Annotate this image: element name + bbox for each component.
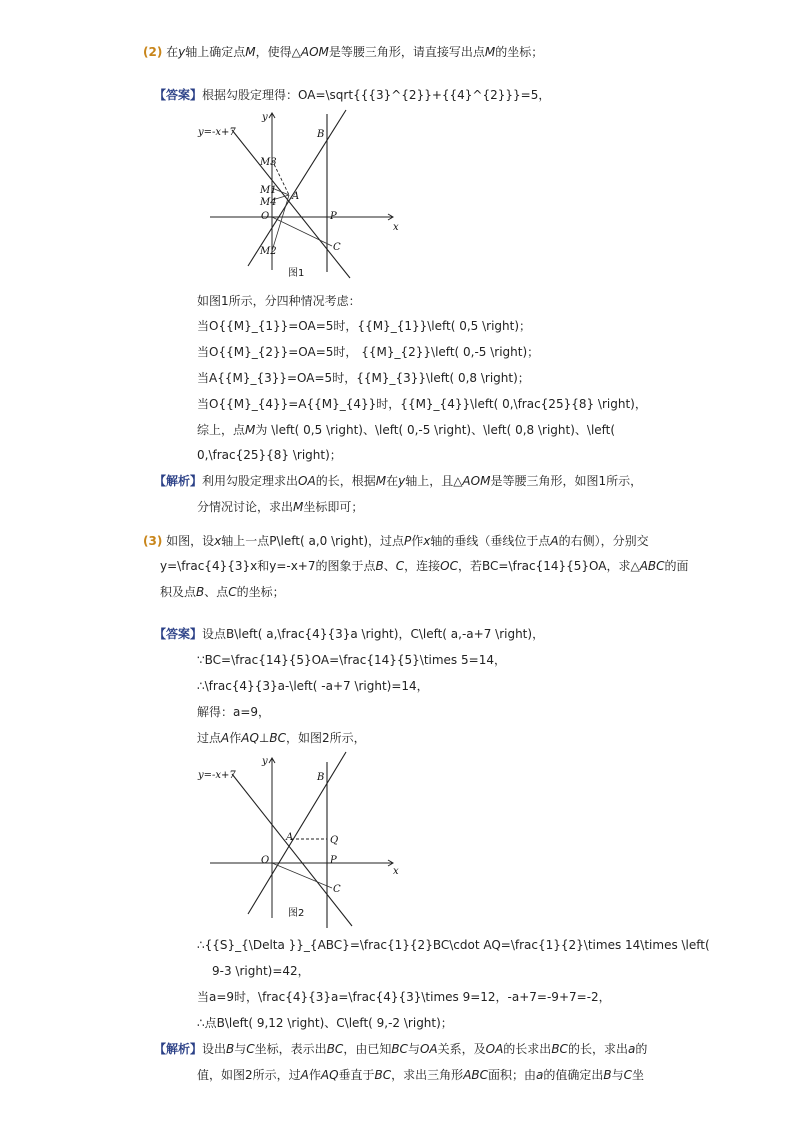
q2-number: (2) xyxy=(143,45,163,59)
q3-area-1: ∴{{S}_{\Delta }}_{ABC}=\frac{1}{2}BC\cdot AQ=\frac{1}{2}\times 14\times \left( xyxy=(197,938,710,952)
fig1-point-m4: M4 xyxy=(260,197,277,208)
q2-line-3: 当A{{M}_{3}}=OA=5时，{{M}_{3}}\left( 0,8 \right)； xyxy=(197,371,530,385)
q2-line-2: 当O{{M}_{2}}=OA=5时， {{M}_{2}}\left( 0,-5 \right)； xyxy=(197,345,540,359)
fig2-line-label: y=-x+7 xyxy=(198,770,236,781)
fig1-point-c: C xyxy=(333,242,341,253)
q2-line-0: 如图1所示，分四种情况考虑： xyxy=(197,294,361,308)
q3-analysis-2: 值，如图2所示，过A作AQ垂直于BC，求出三角形ABC面积；由a的值确定出B与C坐 xyxy=(197,1068,645,1082)
fig1-point-p: P xyxy=(330,211,337,222)
fig2-caption: 图2 xyxy=(288,908,305,919)
fig1-point-m2: M2 xyxy=(260,246,277,257)
q3-answer-1: ∵BC=\frac{14}{5}OA=\frac{14}{5}\times 5=14， xyxy=(197,653,506,667)
q3-answer-0: 【答案】设点B\left( a,\frac{4}{3}a \right)，C\left( a,-a+7 \right)， xyxy=(154,627,545,641)
q3-answer-2: ∴\frac{4}{3}a-\left( -a+7 \right)=14， xyxy=(197,679,429,693)
fig2-point-c: C xyxy=(333,884,341,895)
fig1-caption: 图1 xyxy=(288,268,305,279)
q2-summary-2: 0,\frac{25}{8} \right)； xyxy=(197,448,342,462)
fig2-x-label: x xyxy=(393,866,399,877)
q2-analysis-1: 【解析】利用勾股定理求出OA的长，根据M在y轴上，且△AOM是等腰三角形，如图1所示， xyxy=(154,474,643,488)
analysis-tag: 【解析】 xyxy=(154,1042,203,1056)
q3-value-line: 当a=9时，\frac{4}{3}a=\frac{4}{3}\times 9=12，-a+7=-9+7=-2， xyxy=(197,990,611,1004)
q2-line-4: 当O{{M}_{4}}=A{{M}_{4}}时，{{M}_{4}}\left( 0,\frac{25}{8} \right)， xyxy=(197,397,647,411)
answer-tag: 【答案】 xyxy=(154,88,203,102)
fig1-point-o: O xyxy=(261,211,270,222)
fig1-point-a: A xyxy=(292,191,300,202)
q3-coord-line: ∴点B\left( 9,12 \right)、C\left( 9,-2 \right)； xyxy=(197,1016,453,1030)
q3-area-2: 9-3 \right)=42， xyxy=(212,964,310,978)
q3-prompt-3: 积及点B、点C的坐标； xyxy=(160,585,285,599)
q3-number: (3) xyxy=(143,534,163,548)
figure-2 xyxy=(196,750,406,934)
q3-answer-3: 解得：a=9， xyxy=(197,705,271,719)
fig2-point-o: O xyxy=(261,855,270,866)
fig2-point-a: A xyxy=(286,832,294,843)
line-y-neg-x-7 xyxy=(232,774,352,926)
q2-prompt: (2) 在y轴上确定点M，使得△AOM是等腰三角形，请直接写出点M的坐标； xyxy=(143,45,544,59)
fig1-point-m3: M3 xyxy=(260,157,277,168)
figure-1 xyxy=(196,106,406,290)
fig1-x-label: x xyxy=(393,222,399,233)
fig1-line-label: y=-x+7 xyxy=(198,127,236,138)
fig1-point-m1: M1 xyxy=(260,185,277,196)
q3-prompt-2: y=\frac{4}{3}x和y=-x+7的图象于点B、C，连接OC，若BC=\frac{14}{5}OA，求△ABC的面 xyxy=(160,559,689,573)
answer-tag: 【答案】 xyxy=(154,627,203,641)
q3-aq-line: 过点A作AQ⊥BC，如图2所示， xyxy=(197,731,366,745)
q2-answer: 【答案】根据勾股定理得：OA=\sqrt{{{3}^{2}}+{{4}^{2}}}=5， xyxy=(154,88,551,102)
q2-summary-1: 综上，点M为 \left( 0,5 \right)、\left( 0,-5 \right)、\left( 0,8 \right)、\left( xyxy=(197,423,616,437)
fig2-point-p: P xyxy=(330,855,337,866)
fig2-point-q: Q xyxy=(330,835,339,846)
fig1-point-b: B xyxy=(317,129,325,140)
q2-analysis-2: 分情况讨论，求出M坐标即可； xyxy=(197,500,364,514)
line-y-neg-x-7 xyxy=(232,130,350,278)
line-y-4-3x xyxy=(248,752,346,914)
q2-line-1: 当O{{M}_{1}}=OA=5时，{{M}_{1}}\left( 0,5 \right)； xyxy=(197,319,532,333)
q3-analysis-1: 【解析】设出B与C坐标，表示出BC，由已知BC与OA关系，及OA的长求出BC的长，求出a的 xyxy=(154,1042,648,1056)
analysis-tag: 【解析】 xyxy=(154,474,203,488)
q3-prompt-1: (3) 如图，设x轴上一点P\left( a,0 \right)，过点P作x轴的垂线（垂线位于点A的右侧），分别交 xyxy=(143,534,649,548)
fig1-y-label: y xyxy=(262,112,268,123)
fig2-point-b: B xyxy=(317,772,325,783)
fig2-y-label: y xyxy=(262,756,268,767)
